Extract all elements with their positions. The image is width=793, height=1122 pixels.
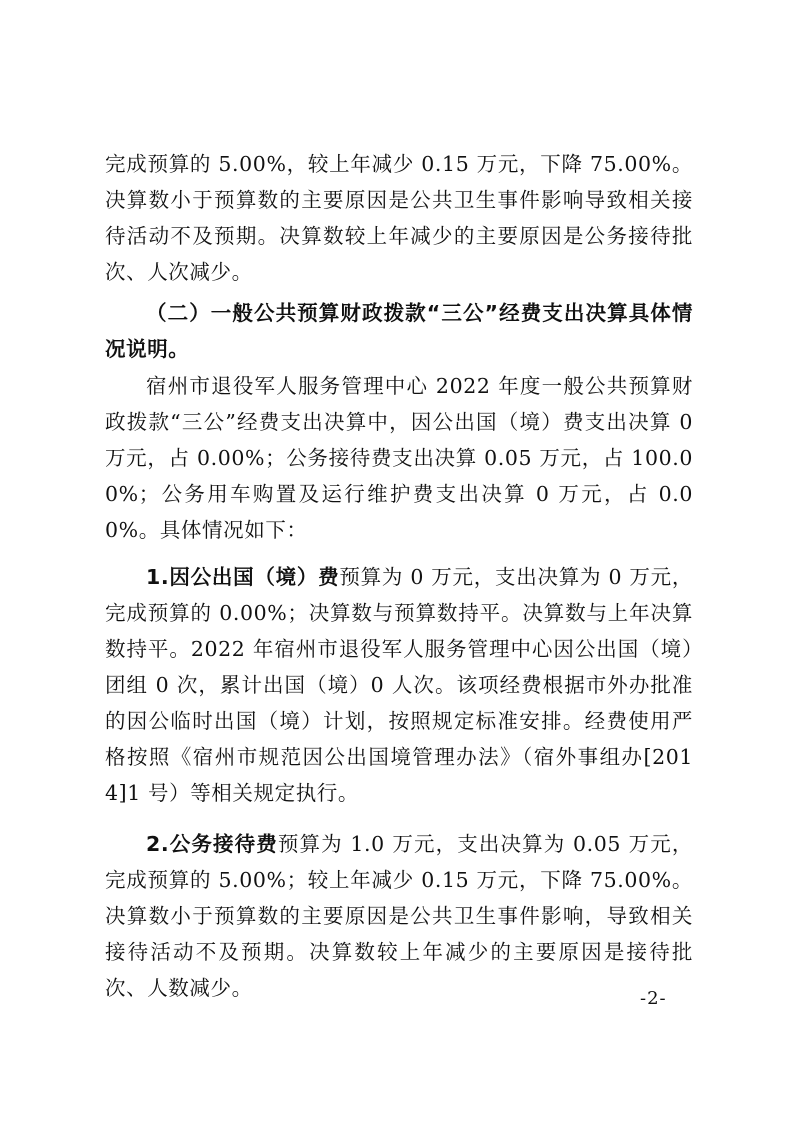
paragraph-summary: 宿州市退役军人服务管理中心 2022 年度一般公共预算财政拨款“三公”经费支出决算中，因公出国（境）费支出决算 0 万元，占 0.00%；公务接待费支出决算 0.05 万元，占 100.00%；公务用车购置及运行维护费支出决算 0 万元，占 0.00%。具体情况如下： — [105, 374, 693, 542]
paragraph-lead: 2.公务接待费 — [146, 832, 278, 856]
paragraph-continuation: 完成预算的 5.00%，较上年减少 0.15 万元，下降 75.00%。决算数小于预算数的主要原因是公共卫生事件影响导致相关接待活动不及预期。决算数较上年减少的主要原因是公务接待批次、人次减少。 — [105, 152, 693, 284]
paragraph-body: 预算为 1.0 万元，支出决算为 0.05 万元，完成预算的 5.00%；较上年减少 0.15 万元，下降 75.00%。决算数小于预算数的主要原因是公共卫生事件影响，导致相关接待活动不及预期。决算数较上年减少的主要原因是接待批次、人数减少。 — [105, 832, 693, 1000]
paragraph-reception-expense — [105, 826, 693, 1006]
paragraph-body: 预算为 0 万元，支出决算为 0 万元，完成预算的 0.00%；决算数与预算数持平。决算数与上年决算数持平。2022 年宿州市退役军人服务管理中心因公出国（境）团组 0 次，累计出国（境）0 人次。该项经费根据市外办批准的因公临时出国（境）计划，按照规定标准安排。经费使用严格按照《宿州市规范因公出国境管理办法》（宿外事组办[2014]1 号）等相关规定执行。 — [105, 565, 693, 805]
section-heading: （二）一般公共预算财政拨款“三公”经费支出决算具体情况说明。 — [105, 301, 693, 361]
paragraph-lead: 1.因公出国（境）费 — [146, 565, 340, 589]
page-number: -2- — [640, 988, 667, 1009]
paragraph-overseas-expense — [105, 559, 693, 811]
